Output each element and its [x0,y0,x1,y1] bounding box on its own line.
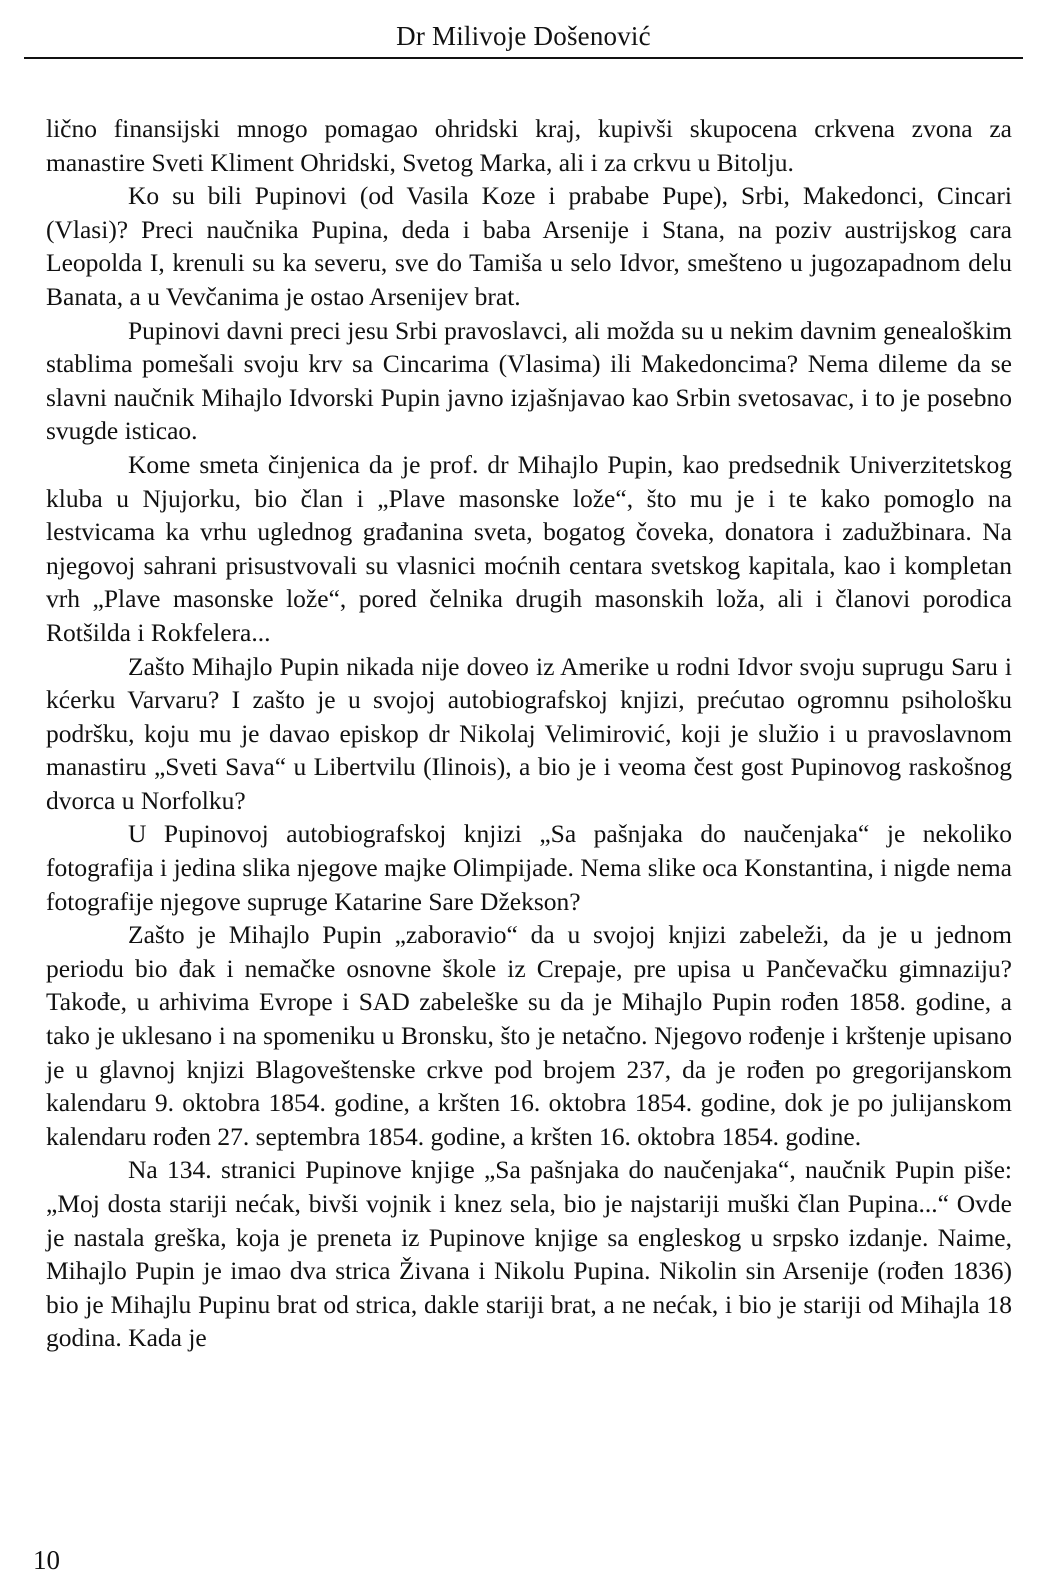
running-head: Dr Milivoje Došenović [396,21,651,51]
paragraph: Zašto je Mihajlo Pupin „zaboravio“ da u svojoj knjizi zabeleži, da je u jednom periodu bio đak i nemačke osnovne škole iz Crepaje, pre upisa u Pančevačku gimnaziju? Takođe, u arhivima Evrope i SAD zabeleške su da je Mihajlo Pupin rođen 1858. godine, a tako je uklesano i na spomeniku u Bronsku, što je netačno. Njegovo rođenje i krštenje upisano je u glavnoj knjizi Blagoveštenske crkve pod brojem 237, da je rođen po gregorijanskom kalendaru 9. oktobra 1854. godine, a kršten 16. oktobra 1854. godine, dok je po julijanskom kalendaru rođen 27. septembra 1854. godine, a kršten 16. oktobra 1854. godine. [46,920,1012,1151]
page-number: 10 [33,1545,60,1575]
body-text [46,112,1012,1355]
paragraph: Ko su bili Pupinovi (od Vasila Koze i prababe Pupe), Srbi, Makedonci, Cincari (Vlasi)? Preci naučnika Pupina, deda i baba Arsenije i Stana, na poziv austrijskog cara Leopolda I, krenuli su ka severu, sve do Tamiša u selo Idvor, smešteno u jugozapadnom delu Banata, a u Vevčanima je ostao Arsenijev brat. [46,181,1012,311]
paragraph: Pupinovi davni preci jesu Srbi pravoslavci, ali možda su u nekim davnim genealoškim stablima pomešali svoju krv sa Cincarima (Vlasima) ili Makedoncima? Nema dileme da se slavni naučnik Mihajlo Idvorski Pupin javno izjašnjavao kao Srbin svetosavac, i to je posebno svugde isticao. [46,315,1012,446]
header-rule [24,57,1023,59]
paragraph: Na 134. stranici Pupinove knjige „Sa pašnjaka do naučenjaka“, naučnik Pupin piše: „Moj dosta stariji nećak, bivši vojnik i knez sela, bio je najstariji muški član Pupina...“ Ovde je nastala greška, koja je preneta iz Pupinove knjige sa engleskog u srpsko izdanje. Naime, Mihajlo Pupin je imao dva strica Živana i Nikolu Pupina. Nikolin sin Arsenije (rođen 1836) bio je Mihajlu Pupinu brat od strica, dakle stariji brat, a ne nećak, i bio je stariji od Mihajla 18 godina. Kada je [46,1155,1012,1353]
paragraph: U Pupinovoj autobiografskoj knjizi „Sa pašnjaka do naučenjaka“ je nekoliko fotografija i jedina slika njegove majke Olimpijade. Nema slike oca Konstantina, i nigde nema fotografije njegove supruge Katarine Sare Džekson? [46,819,1012,916]
paragraph: Zašto Mihajlo Pupin nikada nije doveo iz Amerike u rodni Idvor svoju suprugu Saru i kćerku Varvaru? I zašto je u svojoj autobiografskoj knjizi, prećutao ogromnu psihološku podršku, koju mu je davao episkop dr Nikolaj Velimirović, koji je služio i u pravoslavnom manastiru „Sveti Sava“ u Libertvilu (Ilinois), a bio je i veoma čest gost Pupinovog raskošnog dvorca u Norfolku? [46,651,1012,815]
paragraph: lično finansijski mnogo pomagao ohridski kraj, kupivši skupocena crkvena zvona za manastire Sveti Kliment Ohridski, Svetog Marka, ali i za crkvu u Bitolju. [46,114,1012,177]
paragraph: Kome smeta činjenica da je prof. dr Mihajlo Pupin, kao predsednik Univerzitetskog kluba u Njujorku, bio član i „Plave masonske lože“, što mu je i te kako pomoglo na lestvicama ka vrhu uglednog građanina sveta, bogatog čoveka, donatora i zadužbinara. Na njegovoj sahrani prisustvovali su vlasnici moćnih centara svetskog kapitala, kao i kompletan vrh „Plave masonske lože“, pored čelnika drugih masonskih loža, ali i članovi porodica Rotšilda i Rokfelera... [46,449,1012,647]
